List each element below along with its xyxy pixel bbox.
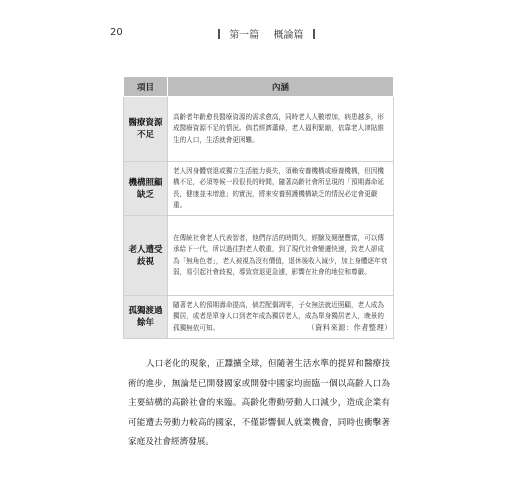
row-item: 醫療資源不足 — [124, 97, 168, 162]
header-cell-item: 項目 — [124, 77, 168, 97]
running-header — [212, 26, 321, 41]
row-content: 老人因身體衰退或獨立生活能力喪失，須賴安養機構或療養機構，但因機構不足，必須等候一段很長的時間，隨著高齡社會所呈現的「預期壽命延長，健康並未增進」的實況，將來安養照護機構缺乏的情況必定會更嚴重。 — [168, 162, 394, 216]
header-section: 概論篇 — [273, 30, 304, 41]
header-divider-right — [313, 29, 315, 39]
header-cell-content: 內涵 — [168, 77, 394, 97]
row-content: 高齡者年齡愈長醫療資源的需求愈高，同時老人人數增加，病患越多，形成醫療資源不足的情況。倘若經濟蕭條，老人福利緊縮，依靠老人津貼維生的人口，生活就會更困難。 — [168, 97, 394, 162]
table-row — [124, 162, 394, 216]
table-row — [124, 97, 394, 162]
page-number: 20 — [110, 27, 123, 38]
row-item: 老人遭受歧視 — [124, 216, 168, 296]
body-paragraph: 人口老化的現象，正蠶擴全球，但隨著生活水準的提昇和醫療技術的進步，無論是已開發國家或開發中國家均面臨一個以高齡人口為主要結構的高齡社會的來臨。高齡化帶動勞動人口減少，造成企業有可能遭去勞動力較高的國家，不僅影響個人就業機會，同時也衝擊著家庭及社會經濟發展。 — [128, 359, 390, 448]
header-part: 第一篇 — [229, 30, 260, 41]
header-divider-left — [218, 29, 220, 39]
row-content: 在傳統社會老人代表智者，他們存活的時間久，經驗及閱歷豐富，可以傳承給下一代，所以過往對老人敬重，到了現代社會變遷快速，致老人卻成為「無角色者」，老人被視為沒有價值，退休後收入減少，加上身體逐年衰弱，易引起社會歧視，導致衰退更急遽，影響在社會的地位和尊嚴。 — [168, 216, 394, 296]
table-header-row — [124, 77, 394, 97]
summary-table — [123, 76, 394, 339]
table-row — [124, 216, 394, 296]
row-content: 隨著老人的預期壽命提高，倘若配偶凋零，子女無法就近照顧，老人成為獨居，或者是單身人口到老年成為獨居老人，成為單身獨居老人，晚景的孤獨無依可知。 — [168, 296, 394, 339]
source-note: （資料來源：作者整理） — [307, 323, 392, 332]
row-item: 孤獨渡過餘年 — [124, 296, 168, 339]
row-item: 機構照顧缺乏 — [124, 162, 168, 216]
